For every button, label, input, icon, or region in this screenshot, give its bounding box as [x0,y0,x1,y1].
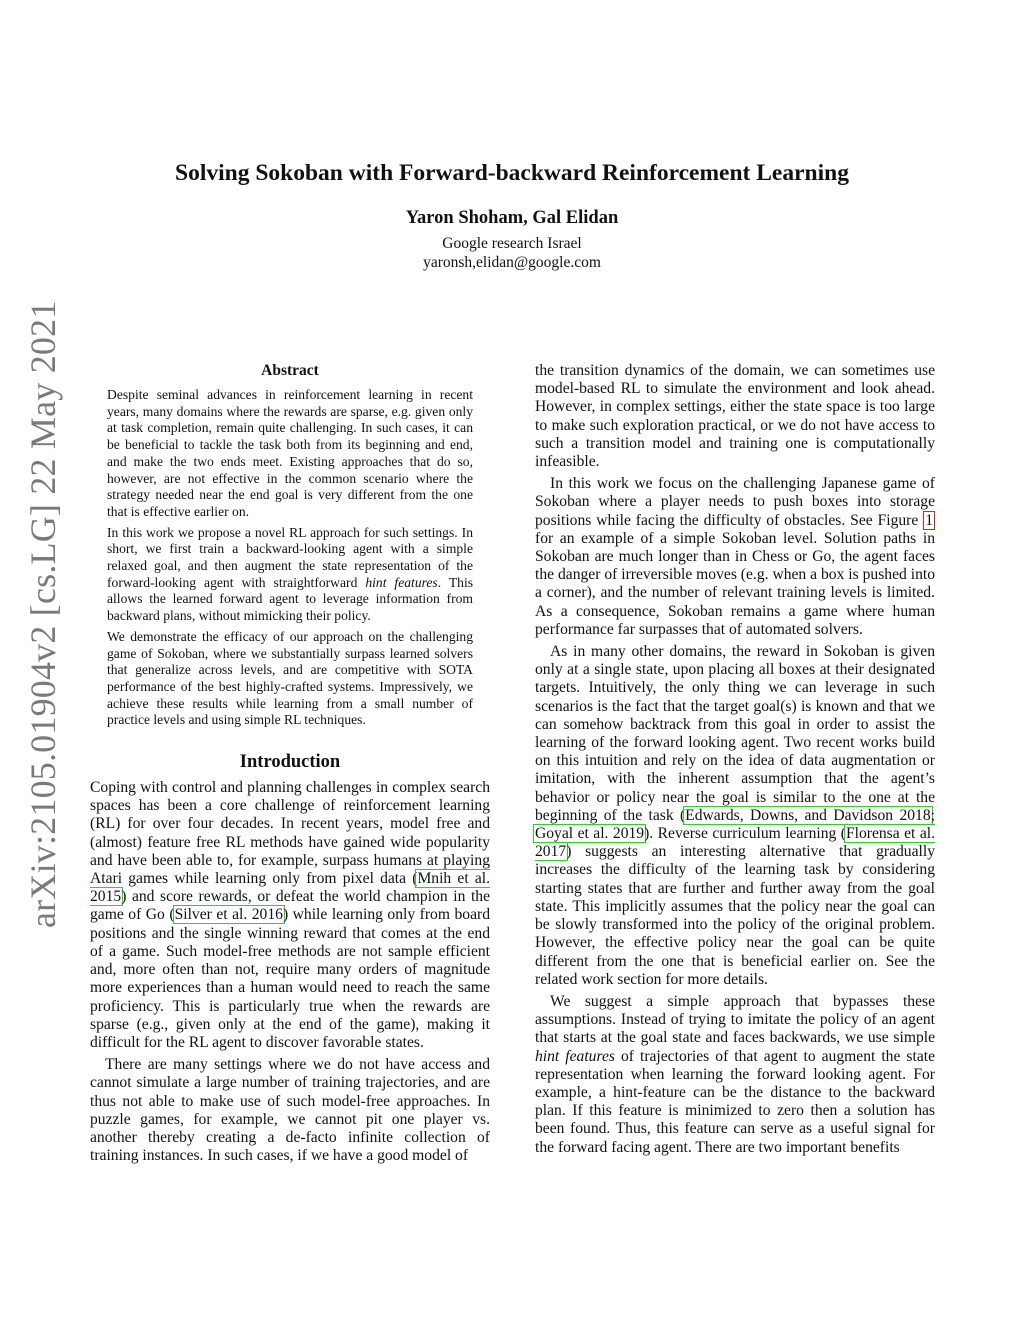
abstract-paragraph-2 [107,525,473,625]
text-run: . This allows the learned forward agent to leverage information from backward plans, without mimicking their policy. [107,574,474,624]
abstract-section [90,362,490,729]
intro-paragraph-4 [535,475,935,639]
text-run: of trajectories of that agent to augment the state representation when learning the forward looking agent. For example, a hint-feature can be the distance to the backward plan. If this feature is minimized to zero then a solution has been found. Thus, this feature can serve as a useful signal for the forward facing agent. There are two important benefits [535,1047,935,1156]
intro-paragraph-5 [535,643,935,989]
right-column [535,362,935,1157]
text-run: ) and score rewards, or defeat the world champion in the game of Go ( [90,888,490,924]
abstract-paragraph-3: We demonstrate the efficacy of our approach on the challenging game of Sokoban, where we substantially surpass learned solvers that generalize across levels, and are competitive with SOTA performance of the best highly-crafted systems. Impressively, we achieve these results while learning from a small number of practice levels and using simple RL techniques. [107,628,473,728]
text-run: Coping with control and planning challenges in complex search spaces has been a core challenge of reinforcement learning (RL) for over four decades. In recent years, model free and (almost) feature free RL methods have gained wide popularity and have been able to, for example, surpass humans at playing Atari games while learning only from pixel data ( [90,779,490,888]
arxiv-identifier: arXiv:2105.01904v2 [cs.LG] 22 May 2021 [23,300,63,928]
citation-link-florensa[interactable]: Florensa et al. 2017 [535,825,936,861]
author-email: yaronsh,elidan@google.com [423,254,601,271]
text-run: for an example of a simple Sokoban level. Solution paths in Sokoban are much longer than in Chess or Go, the agent faces the danger of irreversible moves (e.g. when a box is pushed into a corner), and the number of relevant training levels is limited. As a consequence, Sokoban remains a game where human performance far surpasses that of automated solvers. [535,529,935,638]
figure-reference-link[interactable]: 1 [925,511,933,529]
introduction-heading: Introduction [239,752,341,773]
intro-paragraph-3: the transition dynamics of the domain, we can sometimes use model-based RL to simulate the environment and look ahead. However, in complex settings, either the state space is too large to make such exploration practical, or we do not have access to such a transition model and training one is computationally infeasible. [535,362,935,471]
intro-paragraph-2: There are many settings where we do not have access and cannot simulate a large number of training trajectories, and are thus not able to make use of such model-free approaches. In puzzle games, for example, we cannot pit one player vs. another thereby creating a de-facto infinite collection of training instances. In such cases, if we have a good model of [90,1056,490,1165]
abstract-heading: Abstract [261,362,319,379]
text-run: ) suggests an interesting alternative that gradually increases the difficulty of the learning task by considering starting states that are further and further away from the goal state. This implicitly assumes that the policy near the goal can be slowly transformed into the policy of the original problem. However, the effective policy near the goal can be quite different from the one that is beneficial earlier on. See the related work section for more details. [535,843,935,988]
text-run: ) while learning only from board positions and the single winning reward that comes at the end of a game. Such model-free methods are not sample efficient and, more often than not, require many orders of magnitude more experiences than a human would need to reach the same proficiency. This is particularly true when the rewards are sparse (e.g., given only at the end of the game), making it difficult for the RL agent to discover favorable states. [90,906,490,1051]
abstract-paragraph-1: Despite seminal advances in reinforcement learning in recent years, many domains where the rewards are sparse, e.g. given only at task completion, remain quite challenging. In such cases, it can be beneficial to tackle the task both from its beginning and end, and make the two ends meet. Existing approaches that do so, however, are not effective in the common scenario where the strategy needed near the end goal is very different from the one that is effective earlier on. [107,387,473,519]
text-run: In this work we focus on the challenging Japanese game of Sokoban where a player needs to push boxes into storage positions while facing the difficulty of obstacles. See Figure [535,475,935,529]
emphasis-text: hint features [535,1047,615,1065]
text-run: ; [930,806,935,824]
paper-title: Solving Sokoban with Forward-backward Reinforcement Learning [175,160,849,186]
citation-link-silver[interactable]: Silver et al. 2016 [174,906,283,924]
paper-authors: Yaron Shoham, Gal Elidan [405,208,619,228]
emphasis-text: hint features [365,574,438,590]
intro-paragraph-6 [535,993,935,1157]
author-affiliation: Google research Israel [442,235,582,252]
text-run: ). Reverse curriculum learning ( [644,825,846,843]
citation-link-mnih[interactable]: Mnih et al. 2015 [90,870,490,906]
text-run: In this work we propose a novel RL approach for such settings. In short, we first train a backward-looking agent with a simple relaxed goal, and then augment the state representation of the forward-looking agent with straightforward [107,524,473,590]
citation-link-goyal[interactable]: Goyal et al. 2019 [535,825,645,843]
text-run: As in many other domains, the reward in Sokoban is given only at a single state, upon placing all boxes at their designated targets. Intuitively, the only thing we can leverage in such scenarios is the fact that the target goal(s) is known and that we can somehow backtrack from this goal in order to assist the learning of the forward looking agent. Two recent works build on this intuition and rely on the idea of data augmentation or imitation, with the inherent assumption that the agent’s behavior or policy near the goal is similar to the one at the beginning of the task ( [535,643,935,824]
citation-link-edwards[interactable]: Edwards, Downs, and Davidson 2018 [685,806,931,824]
left-column [90,362,490,1165]
intro-paragraph-1 [90,779,490,1052]
text-run: We suggest a simple approach that bypasses these assumptions. Instead of trying to imitate the policy of an agent that starts at the goal state and faces backwards, we use simple [535,992,935,1047]
